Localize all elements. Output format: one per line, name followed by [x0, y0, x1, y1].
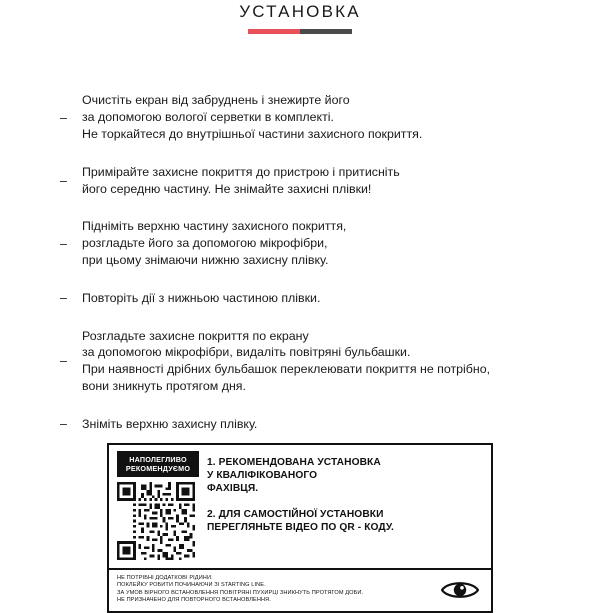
step-marker: – — [60, 354, 67, 369]
qr-code-icon[interactable] — [117, 482, 195, 560]
step-marker: – — [60, 291, 67, 306]
recommendation-2-line-1: 2. ДЛЯ САМОСТІЙНОЇ УСТАНОВКИ — [207, 509, 384, 520]
document-header — [0, 0, 600, 34]
step-text — [82, 290, 320, 307]
instruction-steps — [0, 92, 600, 432]
card-top-section — [109, 445, 491, 568]
eye-icon — [441, 579, 479, 601]
step-line: вони зникнуть протягом дня. — [82, 378, 246, 393]
step-line: за допомогою вологої серветки в комплекті. — [82, 110, 334, 125]
badge-line-2: РЕКОМЕНДУЄМО — [125, 464, 191, 473]
title-divider — [248, 29, 352, 34]
step-text — [82, 416, 257, 433]
recommendation-1-line-1: 1. РЕКОМЕНДОВАНА УСТАНОВКА — [207, 457, 381, 468]
recommendation-1-line-2: У КВАЛІФІКОВАНОГО — [207, 470, 318, 481]
eye-icon-wrapper — [437, 579, 483, 601]
step-line: Повторіть дії з нижньою частиною плівки. — [82, 290, 321, 305]
step-marker: – — [60, 236, 67, 251]
card-bottom-section — [109, 570, 491, 611]
fineprint-line: НЕ ПРИЗНАЧЕНО ДЛЯ ПОВТОРНОГО ВСТАНОВЛЕННЯ. — [117, 597, 271, 604]
fineprint-text — [117, 575, 437, 605]
fineprint-line: НЕ ПОТРІБНІ ДОДАТКОВІ РІДИНИ. — [117, 575, 213, 581]
recommendation-1 — [207, 456, 481, 495]
step-line: Розгладьте захисне покриття по екрану — [82, 328, 309, 343]
divider-segment-dark — [300, 29, 352, 34]
step-text — [82, 218, 346, 268]
list-item — [60, 218, 572, 268]
page-title: УСТАНОВКА — [239, 2, 361, 21]
step-line: Зніміть верхню захисну плівку. — [82, 416, 258, 431]
step-line: за допомогою мікрофібри, видаліть повітряні бульбашки. — [82, 345, 411, 360]
recommendation-1-line-3: ФАХІВЦЯ. — [207, 483, 259, 494]
step-line: Примірайте захисне покриття до пристрою і притисніть — [82, 164, 400, 179]
step-text — [82, 92, 422, 142]
badge-line-1: НАПОЛЕГЛИВО — [129, 455, 187, 464]
fineprint-line: ПОКЛЕЙКУ РОБИТИ ПОЧИНАЮЧИ ЗІ STARTING LINE. — [117, 582, 266, 589]
step-line: при цьому знімаючи нижню захисну плівку. — [82, 252, 329, 267]
step-text — [82, 164, 400, 198]
step-line: Підніміть верхню частину захисного покриття, — [82, 219, 347, 234]
card-right-column — [205, 445, 491, 568]
card-left-column — [109, 445, 205, 568]
recommendation-2 — [207, 508, 481, 534]
step-marker: – — [60, 173, 67, 188]
list-item — [60, 328, 572, 395]
recommendation-2-line-2: ПЕРЕГЛЯНЬТЕ ВІДЕО ПО QR - КОДУ. — [207, 522, 394, 533]
step-line: Очистіть екран від забруднень і знежирте його — [82, 93, 350, 108]
step-line: Не торкайтеся до внутрішньої частини захисного покриття. — [82, 126, 423, 141]
step-line: його середню частину. Не знімайте захисні плівки! — [82, 181, 372, 196]
status-badge — [117, 451, 199, 477]
list-item — [60, 164, 572, 198]
step-text — [82, 328, 490, 395]
list-item — [60, 92, 572, 142]
list-item — [60, 290, 572, 307]
step-marker: – — [60, 110, 67, 125]
recommendation-card — [107, 443, 493, 613]
divider-segment-red — [248, 29, 300, 34]
step-marker: – — [60, 417, 67, 432]
list-item — [60, 416, 572, 433]
step-line: При наявності дрібних бульбашок переклеювати покриття не потрібно, — [82, 362, 491, 377]
step-line: розгладьте його за допомогою мікрофібри, — [82, 236, 328, 251]
fineprint-line: ЗА УМОВ ВІРНОГО ВСТАНОВЛЕННЯ ПОВІТРЯНІ ПУХИРЦІ ЗНИКНУТЬ ПРОТЯГОМ ДОБИ. — [117, 589, 364, 596]
